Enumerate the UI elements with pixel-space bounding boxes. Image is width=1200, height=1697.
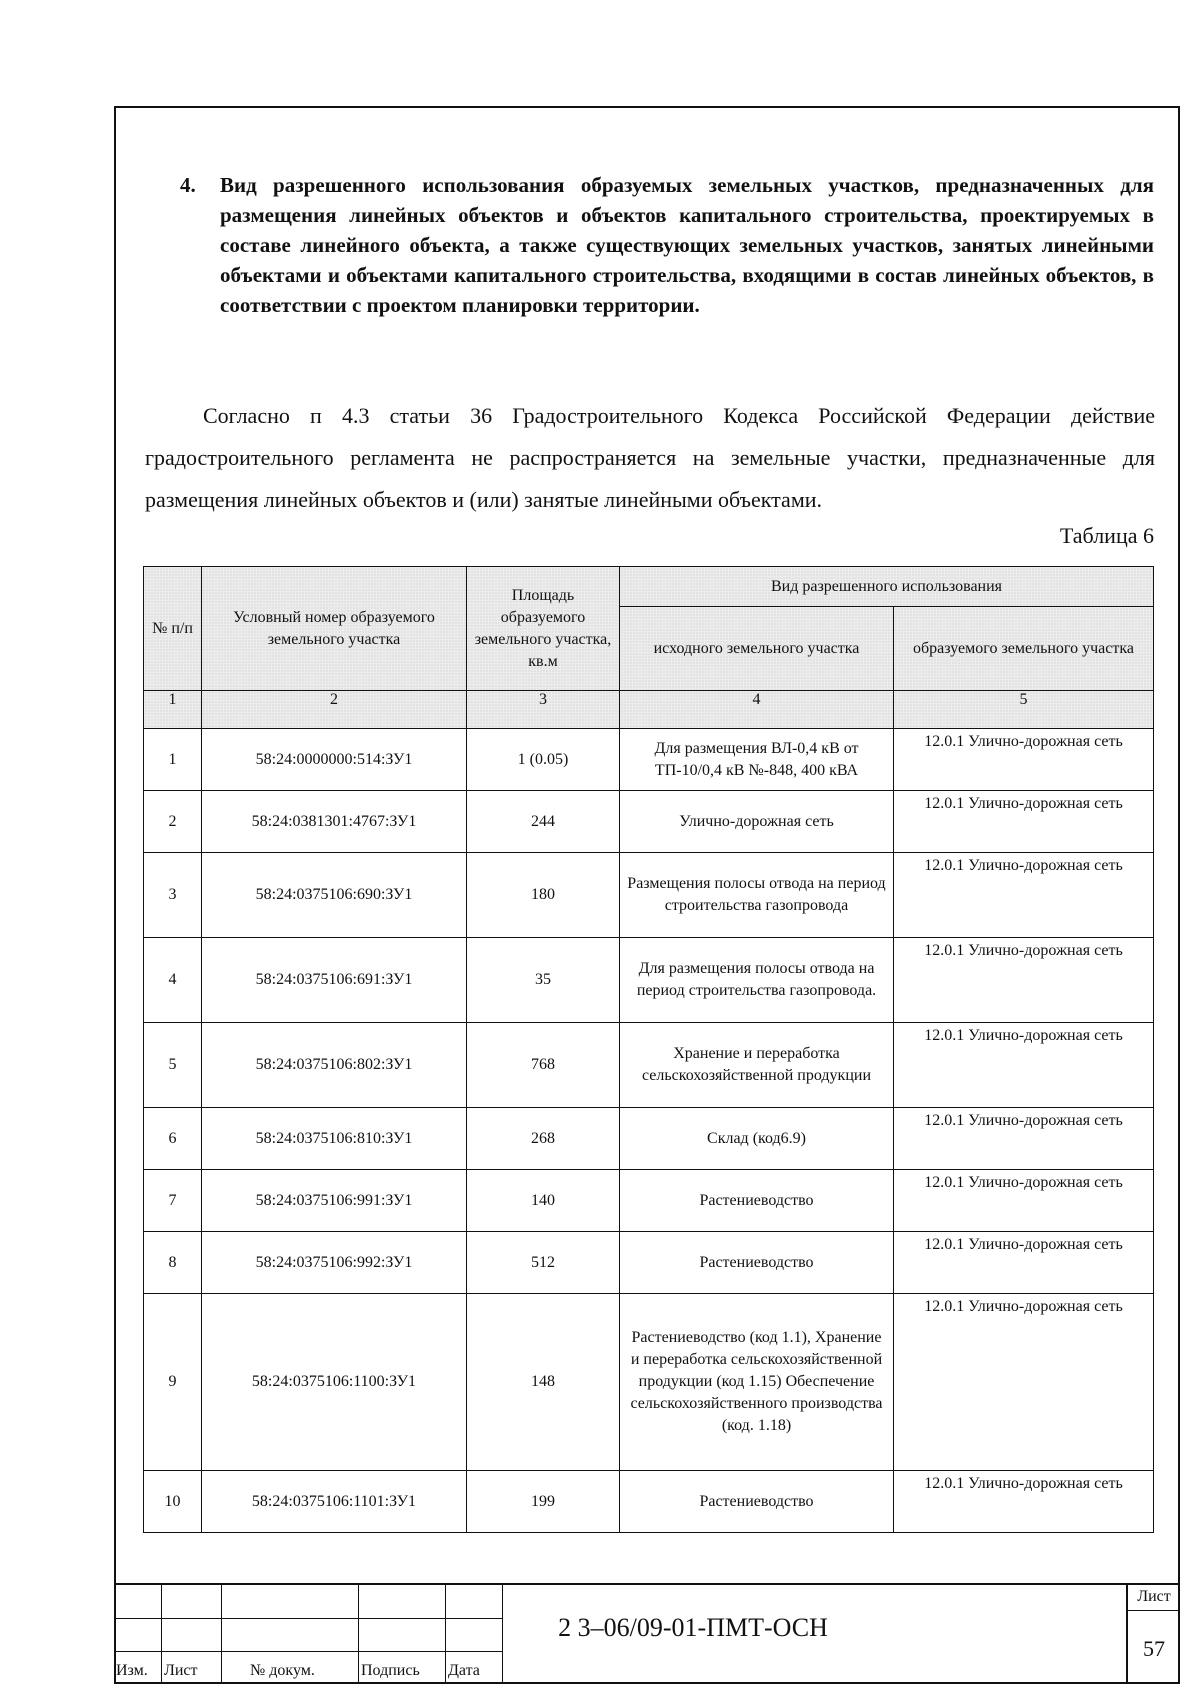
- cell-num: 5: [144, 1023, 202, 1108]
- cell-parcel: 58:24:0375106:991:ЗУ1: [202, 1170, 467, 1232]
- cell-parcel: 58:24:0375106:1101:ЗУ1: [202, 1471, 467, 1533]
- col-number-4: 4: [620, 691, 894, 729]
- cell-use-initial: Улично-дорожная сеть: [620, 791, 894, 853]
- col-number-5: 5: [894, 691, 1154, 729]
- cell-use-initial: Хранение и переработка сельскохозяйственной продукции: [620, 1023, 894, 1108]
- header-use-initial: исходного земельного участка: [620, 607, 894, 691]
- cell-parcel: 58:24:0375106:691:ЗУ1: [202, 938, 467, 1023]
- stamp-cell: [162, 1619, 222, 1652]
- cell-parcel: 58:24:0375106:992:ЗУ1: [202, 1232, 467, 1294]
- cell-use-new: 12.0.1 Улично-дорожная сеть: [894, 853, 1154, 938]
- cell-num: 9: [144, 1294, 202, 1471]
- sheet-box: [1126, 1583, 1180, 1684]
- cell-parcel: 58:24:0000000:514:ЗУ1: [202, 729, 467, 791]
- cell-parcel: 58:24:0381301:4767:ЗУ1: [202, 791, 467, 853]
- table-row: [144, 1023, 1154, 1108]
- stamp-cell: [222, 1619, 359, 1652]
- cell-area: 1 (0.05): [467, 729, 620, 791]
- cell-use-new: 12.0.1 Улично-дорожная сеть: [894, 729, 1154, 791]
- cell-use-new: 12.0.1 Улично-дорожная сеть: [894, 1170, 1154, 1232]
- cell-area: 148: [467, 1294, 620, 1471]
- table-row: [144, 938, 1154, 1023]
- col-number-2: 2: [202, 691, 467, 729]
- header-num: № п/п: [144, 567, 202, 691]
- stamp-label-date: Дата: [446, 1652, 503, 1684]
- cell-use-new: 12.0.1 Улично-дорожная сеть: [894, 1108, 1154, 1170]
- col-number-3: 3: [467, 691, 620, 729]
- cell-parcel: 58:24:0375106:1100:ЗУ1: [202, 1294, 467, 1471]
- stamp-label-sign: Подпись: [359, 1652, 446, 1684]
- cell-area: 768: [467, 1023, 620, 1108]
- sheet-number: 57: [1143, 1636, 1165, 1661]
- cell-use-new: 12.0.1 Улично-дорожная сеть: [894, 938, 1154, 1023]
- cell-use-new: 12.0.1 Улично-дорожная сеть: [894, 1232, 1154, 1294]
- cell-num: 3: [144, 853, 202, 938]
- cell-area: 244: [467, 791, 620, 853]
- stamp-cell: [114, 1619, 162, 1652]
- cell-use-initial: Растениеводство (код 1.1), Хранение и переработка сельскохозяйственной продукции (код 1.15) Обеспечение сельскохозяйственного производства (код. 1.18): [620, 1294, 894, 1471]
- table-row: [144, 853, 1154, 938]
- stamp-cell: [114, 1585, 162, 1619]
- section-title: Вид разрешенного использования образуемых земельных участков, предназначенных для размещения линейных объектов и объектов капитального строительства, проектируемых в составе линейного объекта, а также существующих земельных участков, занятых линейными объектами и объектами капитального строительства, входящими в состав линейных объектов, в соответствии с проектом планировки территории.: [220, 173, 1154, 317]
- cell-use-initial: Для размещения полосы отвода на период строительства газопровода.: [620, 938, 894, 1023]
- table-row: [144, 1232, 1154, 1294]
- sheet-label: Лист: [1128, 1584, 1180, 1611]
- stamp-cell: [162, 1585, 222, 1619]
- header-use-new: образуемого земельного участка: [894, 607, 1154, 691]
- cell-area: 268: [467, 1108, 620, 1170]
- cell-num: 4: [144, 938, 202, 1023]
- cell-num: 2: [144, 791, 202, 853]
- cell-use-initial: Склад (код6.9): [620, 1108, 894, 1170]
- cell-num: 10: [144, 1471, 202, 1533]
- body-paragraph: Согласно п 4.3 статьи 36 Градостроительного Кодекса Российской Федерации действие градостроительного регламента не распространяется на земельные участки, предназначенные для размещения линейных объектов и (или) занятые линейными объектами.: [145, 403, 1155, 512]
- cell-num: 7: [144, 1170, 202, 1232]
- cell-use-initial: Растениеводство: [620, 1170, 894, 1232]
- col-number-1: 1: [144, 691, 202, 729]
- section-heading: [180, 170, 1154, 320]
- cell-area: 35: [467, 938, 620, 1023]
- table-row: [144, 1294, 1154, 1471]
- stamp-label-izm: Изм.: [114, 1652, 162, 1684]
- stamp-label-list: Лист: [162, 1652, 222, 1684]
- cell-area: 180: [467, 853, 620, 938]
- section-number: 4.: [180, 173, 196, 197]
- cell-num: 8: [144, 1232, 202, 1294]
- parcels-table: [143, 566, 1154, 1533]
- cell-use-initial: Растениеводство: [620, 1232, 894, 1294]
- cell-area: 512: [467, 1232, 620, 1294]
- header-use-group: Вид разрешенного использования: [620, 567, 1154, 607]
- document-designation: 2 3–06/09-01-ПМТ-ОСН: [558, 1613, 828, 1642]
- header-parcel: Условный номер образуемого земельного участка: [202, 567, 467, 691]
- cell-use-new: 12.0.1 Улично-дорожная сеть: [894, 1294, 1154, 1471]
- cell-parcel: 58:24:0375106:690:ЗУ1: [202, 853, 467, 938]
- cell-area: 199: [467, 1471, 620, 1533]
- cell-use-new: 12.0.1 Улично-дорожная сеть: [894, 1023, 1154, 1108]
- cell-num: 1: [144, 729, 202, 791]
- table-row: [144, 1108, 1154, 1170]
- cell-use-new: 12.0.1 Улично-дорожная сеть: [894, 791, 1154, 853]
- table-row: [144, 1170, 1154, 1232]
- header-area: Площадь образуемого земельного участка, кв.м: [467, 567, 620, 691]
- table-caption: Таблица 6: [1059, 523, 1154, 548]
- cell-num: 6: [144, 1108, 202, 1170]
- cell-area: 140: [467, 1170, 620, 1232]
- table-row: [144, 1471, 1154, 1533]
- cell-use-new: 12.0.1 Улично-дорожная сеть: [894, 1471, 1154, 1533]
- cell-use-initial: Размещения полосы отвода на период строительства газопровода: [620, 853, 894, 938]
- stamp-label-doc: № докум.: [222, 1652, 359, 1684]
- cell-use-initial: Для размещения ВЛ-0,4 кВ от ТП-10/0,4 кВ №-848, 400 кВА: [620, 729, 894, 791]
- stamp-cell: [222, 1585, 359, 1619]
- table-row: [144, 791, 1154, 853]
- cell-use-initial: Растениеводство: [620, 1471, 894, 1533]
- cell-parcel: 58:24:0375106:802:ЗУ1: [202, 1023, 467, 1108]
- table-row: [144, 729, 1154, 791]
- cell-parcel: 58:24:0375106:810:ЗУ1: [202, 1108, 467, 1170]
